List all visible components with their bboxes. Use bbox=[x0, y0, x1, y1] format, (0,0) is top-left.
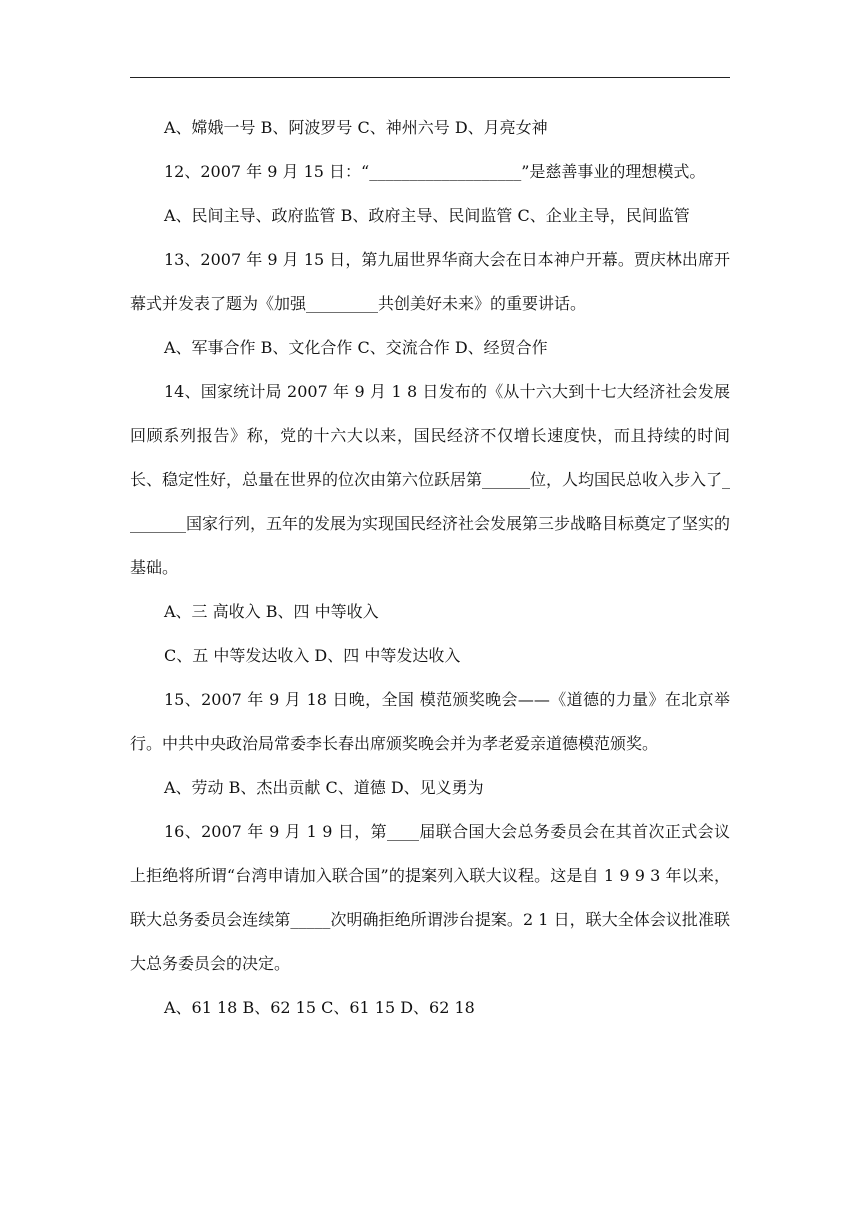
question-16-options: A、61 18 B、62 15 C、61 15 D、62 18 bbox=[164, 998, 475, 1017]
question-15-stem: 15、2007 年 9 月 18 日晚，全国 模范颁奖晚会——《道德的力量》在北京举行。中共中央政治局常委李长春出席颁奖晚会并为孝老爱亲道德模范颁奖。 bbox=[130, 690, 730, 753]
question-14-options-cont: C、五 中等发达收入 D、四 中等发达收入 bbox=[164, 646, 461, 665]
document-body bbox=[130, 106, 730, 1030]
question-15-options: A、劳动 B、杰出贡献 C、道德 D、见义勇为 bbox=[164, 778, 484, 797]
question-12-stem: 12、2007 年 9 月 15 日：“___________________”是慈善事业的理想模式。 bbox=[164, 162, 706, 181]
question-14-options: A、三 高收入 B、四 中等收入 bbox=[164, 602, 379, 621]
header-rule bbox=[130, 77, 730, 78]
question-11-options: A、嫦娥一号 B、阿波罗号 C、神州六号 D、月亮女神 bbox=[164, 118, 548, 137]
question-13-options: A、军事合作 B、文化合作 C、交流合作 D、经贸合作 bbox=[164, 338, 548, 357]
question-12-options: A、民间主导、政府监管 B、政府主导、民间监管 C、企业主导，民间监管 bbox=[164, 206, 690, 225]
question-14-stem: 14、国家统计局 2007 年 9 月 1 8 日发布的《从十六大到十七大经济社会发展回顾系列报告》称，党的十六大以来，国民经济不仅增长速度快，而且持续的时间长、稳定性好，总量在世界的位次由第六位跃居第______位，人均国民总收入步入了________国家行列，五年的发展为实现国民经济社会发展第三步战略目标奠定了坚实的基础。 bbox=[130, 382, 731, 577]
question-16-stem: 16、2007 年 9 月 1 9 日，第____届联合国大会总务委员会在其首次正式会议上拒绝将所谓“台湾申请加入联合国”的提案列入联大议程。这是自 1 9 9 3 年以来，联大总务委员会连续第_____次明确拒绝所谓涉台提案。2 1 日，联大全体会议批准联大总务委员会的决定。 bbox=[130, 822, 730, 973]
question-13-stem: 13、2007 年 9 月 15 日，第九届世界华商大会在日本神户开幕。贾庆林出席开幕式并发表了题为《加强_________共创美好未来》的重要讲话。 bbox=[130, 250, 730, 313]
